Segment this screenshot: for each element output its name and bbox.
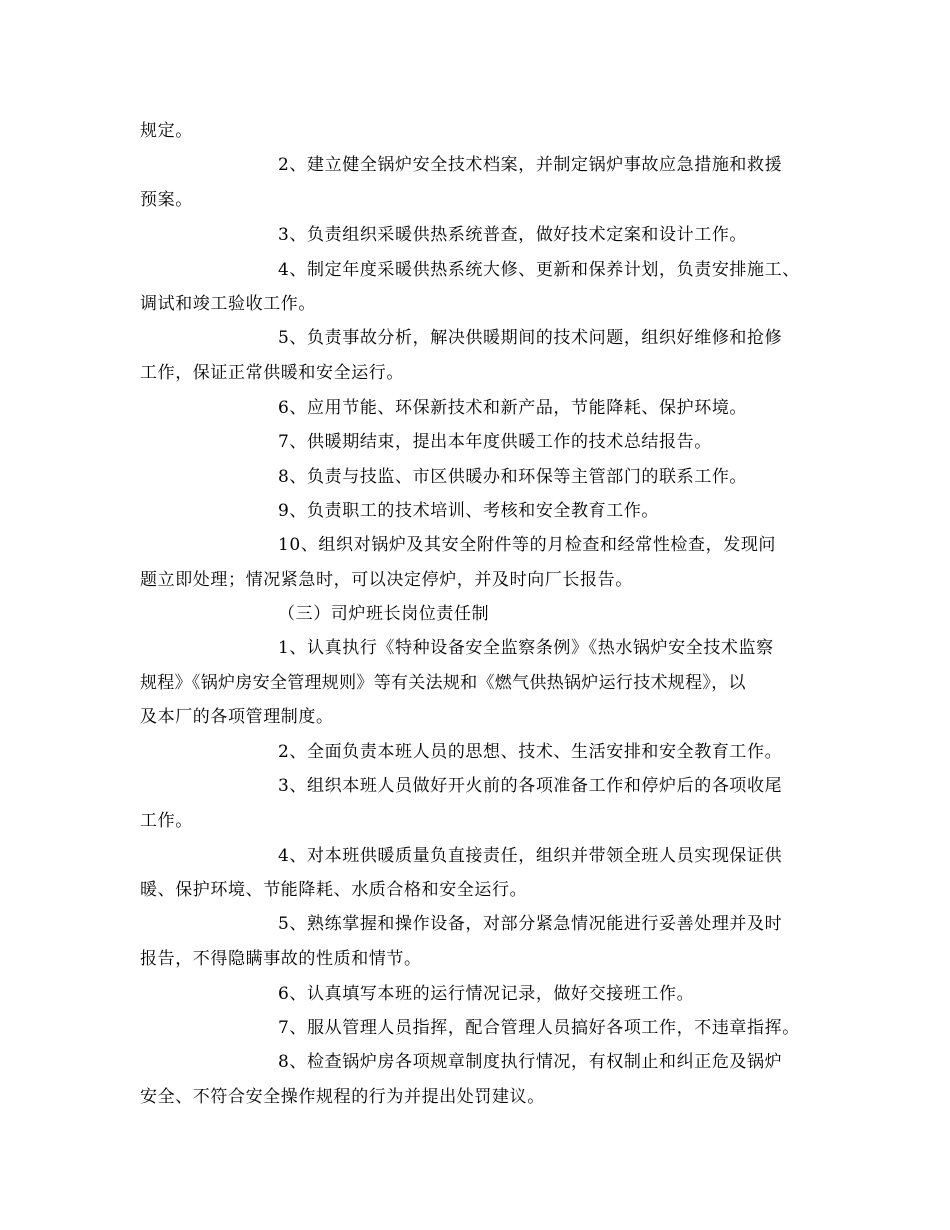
text-line: 5、熟练掌握和操作设备，对部分紧急情况能进行妥善处理并及时	[278, 914, 783, 934]
text-line: 3、负责组织采暖供热系统普查，做好技术定案和设计工作。	[278, 225, 748, 245]
text-line: 7、供暖期结束，提出本年度供暖工作的技术总结报告。	[278, 432, 712, 452]
section-heading: （三）司炉班长岗位责任制	[278, 604, 490, 624]
text-line: 4、制定年度采暖供热系统大修、更新和保养计划，负责安排施工、	[278, 260, 800, 280]
text-line: 工作，保证正常供暖和安全运行。	[140, 363, 404, 383]
text-line: 报告，不得隐瞒事故的性质和情节。	[140, 949, 422, 969]
text-line: 3、组织本班人员做好开火前的各项准备工作和停炉后的各项收尾	[278, 776, 783, 796]
text-line: 8、检查锅炉房各项规章制度执行情况，有权制止和纠正危及锅炉	[278, 1052, 783, 1072]
text-line: 工作。	[140, 811, 193, 831]
text-line: 及本厂的各项管理制度。	[140, 707, 334, 727]
text-line: 预案。	[140, 190, 193, 210]
text-line: 1、认真执行《特种设备安全监察条例》《热水锅炉安全技术监察	[278, 638, 774, 658]
text-line: 7、服从管理人员指挥，配合管理人员搞好各项工作，不违章指挥。	[278, 1018, 800, 1038]
text-line: 9、负责职工的技术培训、考核和安全教育工作。	[278, 501, 660, 521]
text-line: 5、负责事故分析，解决供暖期间的技术问题，组织好维修和抢修	[278, 328, 783, 348]
text-line: 8、负责与技监、市区供暖办和环保等主管部门的联系工作。	[278, 467, 748, 487]
text-line: 2、全面负责本班人员的思想、技术、生活安排和安全教育工作。	[278, 742, 783, 762]
text-line: 题立即处理；情况紧急时，可以决定停炉，并及时向厂长报告。	[140, 570, 633, 590]
text-line: 2、建立健全锅炉安全技术档案，并制定锅炉事故应急措施和救援	[278, 155, 783, 175]
text-line: 调试和竣工验收工作。	[140, 294, 316, 314]
text-line: 6、应用节能、环保新技术和新产品，节能降耗、保护环境。	[278, 398, 748, 418]
text-line: 暖、保护环境、节能降耗、水质合格和安全运行。	[140, 880, 528, 900]
text-line: 10、组织对锅炉及其安全附件等的月检查和经常性检查，发现问	[278, 535, 777, 555]
text-line: 4、对本班供暖质量负直接责任，组织并带领全班人员实现保证供	[278, 846, 783, 866]
text-line: 规程》《锅炉房安全管理规则》等有关法规和《燃气供热锅炉运行技术规程》，以	[140, 673, 746, 693]
text-line: 安全、不符合安全操作规程的行为并提出处罚建议。	[140, 1087, 545, 1107]
text-line: 6、认真填写本班的运行情况记录，做好交接班工作。	[278, 984, 695, 1004]
text-line: 规定。	[140, 121, 193, 141]
